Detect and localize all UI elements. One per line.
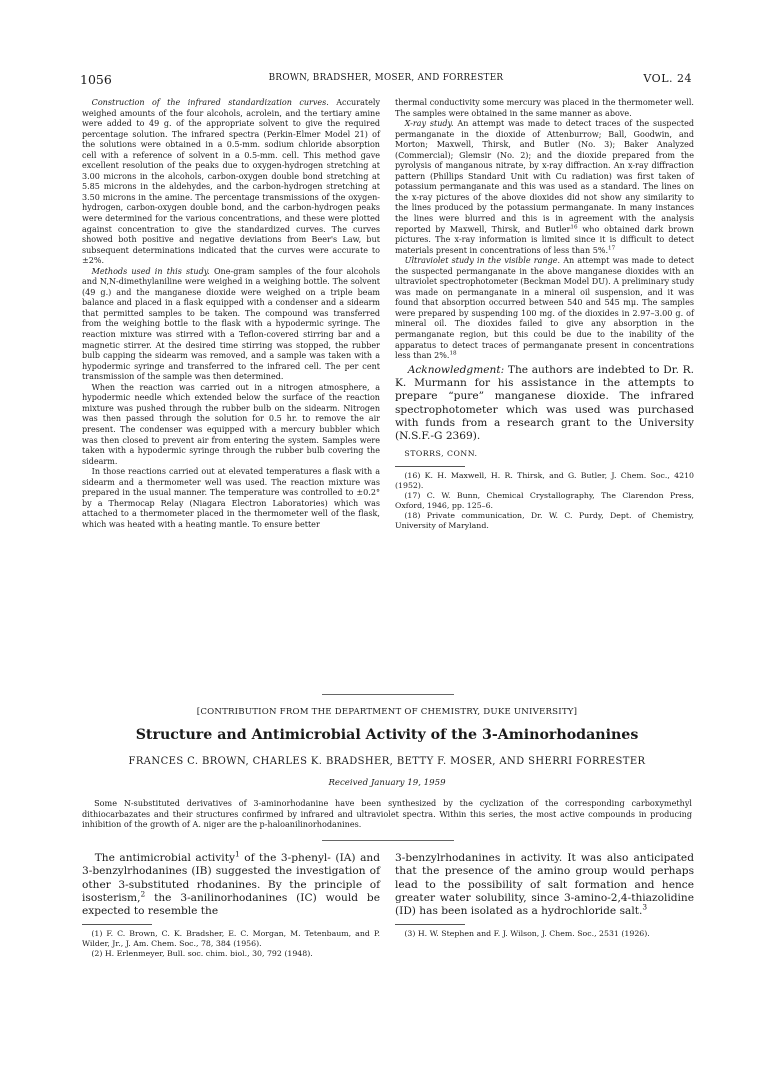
footnote-rule [395, 466, 465, 467]
paragraph-elevated-temp: In those reactions carried out at elevated temperatures a flask with a sidearm and a thermometer well was used. The reaction mixture was prepared in the usual manner. The temperature was controlled to ±0.2° by a Thermocap Relay (Niagara Electron Laboratories) which was attached to a thermometer placed in the thermometer well of the flask, which was heated with a heating mantle. To ensure better [82, 467, 380, 529]
contribution-line: [CONTRIBUTION FROM THE DEPARTMENT OF CHEMISTRY, DUKE UNIVERSITY] [196, 707, 578, 717]
footnotes-left [82, 929, 380, 959]
body-text: The antimicrobial activity [94, 852, 235, 864]
citation-marker: 18 [449, 350, 457, 357]
section-heading: Construction of the infrared standardization curves. [91, 98, 329, 107]
paragraph-methods [82, 267, 380, 383]
right-column [395, 98, 694, 531]
section-heading: Methods used in this study. [91, 266, 210, 276]
running-head: BROWN, BRADSHER, MOSER, AND FORRESTER [268, 73, 504, 83]
footnote-rule [395, 924, 465, 925]
body-text: the 3-anilinorhodanines (IC) would be expected to resemble the [82, 891, 380, 918]
paragraph-nitrogen: When the reaction was carried out in a nitrogen atmosphere, a hypodermic needle which extended below the surface of the reaction mixture was pushed through the rubber bulb on the sidearm. Nitrogen was then passed through the solution for 0.5 hr. to remove the air present. The condenser was equipped with a mercury bubbler which was then closed to prevent air from entering the system. Samples were taken with a hypodermic syringe through the rubber bulb covering the sidearm. [82, 382, 380, 466]
body-text: 3-benzylrhodanines in activity. It was also anticipated that the presence of the amino group would perhaps lead to the possibility of salt formation and hence greater water solubility, since 3-amino-2,4-thiazolidine (ID) has been isolated as a hydrochloride salt. [395, 852, 694, 918]
citation-marker: 17 [608, 244, 616, 251]
footnote-3: (3) H. W. Stephen and F. J. Wilson, J. Chem. Soc., 2531 (1926). [404, 929, 650, 939]
page-header [80, 72, 692, 88]
abstract: Some N-substituted derivatives of 3-aminorhodanine have been synthesized by the cyclization of the corresponding carboxymethyl dithiocarbazates and their structures confirmed by infrared and ultraviolet spectra. Within this series, the most active compounds in producing inhibition of the growth of A. niger are the p-haloanilinorhodanines. [82, 798, 692, 830]
footnote-2: (2) H. Erlenmeyer, Bull. soc. chim. biol., 30, 792 (1948). [91, 949, 313, 959]
page-number: 1056 [80, 72, 112, 87]
footnote-16: (16) K. H. Maxwell, H. R. Thirsk, and G. Butler, J. Chem. Soc., 4210 (1952). [395, 471, 694, 490]
acknowledgment [395, 364, 694, 444]
paragraph-infrared-curves [82, 98, 380, 267]
citation-marker: 3 [642, 902, 648, 912]
footnotes-right [395, 929, 694, 939]
footnote-18: (18) Private communication, Dr. W. C. Purdy, Dept. of Chemistry, University of Maryland. [395, 511, 694, 530]
citation-marker: 2 [140, 889, 146, 899]
footnote-1: (1) F. C. Brown, C. K. Bradsher, E. C. Morgan, M. Tetenbaum, and P. Wilder, Jr., J. Am. Chem. Soc., 78, 384 (1956). [82, 929, 380, 949]
body-paragraph [82, 849, 380, 918]
volume-label: VOL. 24 [643, 72, 692, 85]
section-heading: X-ray study. [404, 119, 454, 129]
acknowledgment-heading: Acknowledgment: [407, 363, 505, 376]
citation-marker: 1 [234, 849, 240, 859]
received-date: Received January 19, 1959 [328, 778, 446, 788]
paragraph-text: An attempt was made to detect traces of the suspected permanganate in the dioxide of Attenburrow; Ball, Goodwin, and Morton; Maxwell, Thirsk, and Butler (No. 3); Baker Analyzed (Commercial); Glemsir (No. 2); and the dioxide prepared from the pyrolysis of manganous nitrate, by x-ray diffraction. An x-ray diffraction pattern (Phillips Standard Unit with Cu radiation) was first taken of potassium permanganate and this was used as a standard. The lines on the x-ray pictures of the above dioxides did not show any similarity to the lines produced by the potassium permanganate. In many instances the lines were blurred and this is in agreement with the analysis reported by Maxwell, Thirsk, and Butler [395, 119, 694, 234]
citation-marker: 16 [570, 223, 578, 230]
paragraph-text: One-gram samples of the four alcohols and N,N-dimethylaniline were weighed in a weighing bottle. The solvent (49 g.) and the manganese dioxide were weighed on a triple beam balance and placed in a flask equipped with a condenser and a sidearm that permitted samples to be taken. The compound was transferred from the weighing bottle to the flask with a hypodermic syringe. The reaction mixture was stirred with a Teflon-covered stirring bar and a magnetic stirrer. At the desired time stirring was stopped, the rubber bulb capping the sidearm was removed, and a sample was taken with a hypodermic syringe and transferred to the infrared cell. The per cent transmission of the sample was then determined. [82, 266, 381, 382]
paragraph-xray [395, 119, 694, 256]
paragraph-text: Accurately weighed amounts of the four alcohols, acrolein, and the tertiary amine were added to 49 g. of the appropriate solvent to give the required percentage solution. The infrared spectra (Perkin-Elmer Model 21) of the solutions were obtained in a 0.5-mm. sodium chloride absorption cell with a reference of solvent in a 0.5-mm. cell. This method gave excellent resolution of the peaks due to oxygen-hydrogen stretching at 3.00 microns in the alcohols, carbon-oxygen double bond stretching at 5.85 microns in the aldehydes, and the carbon-hydrogen stretching at 3.50 microns in the amine. The percentage transmissions of the oxygen-hydrogen, carbon-oxygen double bond, and the carbon-hydrogen peaks were determined for the various concentrations, and these were plotted against concentration to give the standardized curves. The curves showed both positive and negative deviations from Beer's Law, but subsequent determinations indicated that the curves were accurate to ±2%. [82, 98, 380, 266]
paragraph-text: An attempt was made to detect the suspected permanganate in the above manganese dioxides with an ultraviolet spectrophotometer (Beckman Model DU). A preliminary study was made on permanganate in a mineral oil suspension, and it was found that absorption occurred between 540 and 545 mμ. The samples were prepared by suspending 100 mg. of the dioxides in 2.97–3.00 g. of mineral oil. The dioxides failed to give any absorption in the permanganate region, but this could be due to the inability of the apparatus to detect traces of permanganate present in concentrations less than 2%. [395, 256, 694, 361]
acknowledgment-text: The authors are indebted to Dr. R. K. Murmann for his assistance in the attempts to prepare “pure” manganese dioxide. The infrared spectrophotometer which was used was purchased with funds from a research grant to the University (N.S.F.-G 2369). [395, 363, 694, 443]
abstract-divider [322, 840, 454, 841]
body-paragraph [395, 852, 694, 918]
body-text: of the 3-phenyl- (IA) and 3-benzylrhodanines (IB) suggested the investigation of other 3-substituted rhodanines. By the principle of isosterism, [82, 852, 380, 904]
paragraph-text: who obtained dark brown pictures. The x-ray information is limited since it is difficult to detect materials present in concentrations of less than 5%. [395, 224, 694, 255]
footnotes [395, 471, 694, 531]
section-divider [322, 694, 454, 695]
paragraph-thermal: thermal conductivity some mercury was placed in the thermometer well. The samples were obtained in the same manner as above. [395, 98, 694, 118]
section-heading: Ultraviolet study in the visible range. [404, 256, 561, 266]
location-line: STORRS, CONN. [404, 449, 478, 459]
article-authors: FRANCES C. BROWN, CHARLES K. BRADSHER, BETTY F. MOSER, AND SHERRI FORRESTER [128, 756, 646, 767]
article-title: Structure and Antimicrobial Activity of the 3-Aminorhodanines [135, 727, 639, 743]
body-right-column [395, 852, 694, 939]
left-column [82, 98, 380, 530]
footnote-17: (17) C. W. Bunn, Chemical Crystallography, The Clarendon Press, Oxford, 1946, pp. 125–6. [395, 491, 694, 510]
paragraph-ultraviolet [395, 256, 694, 361]
body-left-column [82, 849, 380, 959]
footnote-rule [82, 924, 152, 925]
